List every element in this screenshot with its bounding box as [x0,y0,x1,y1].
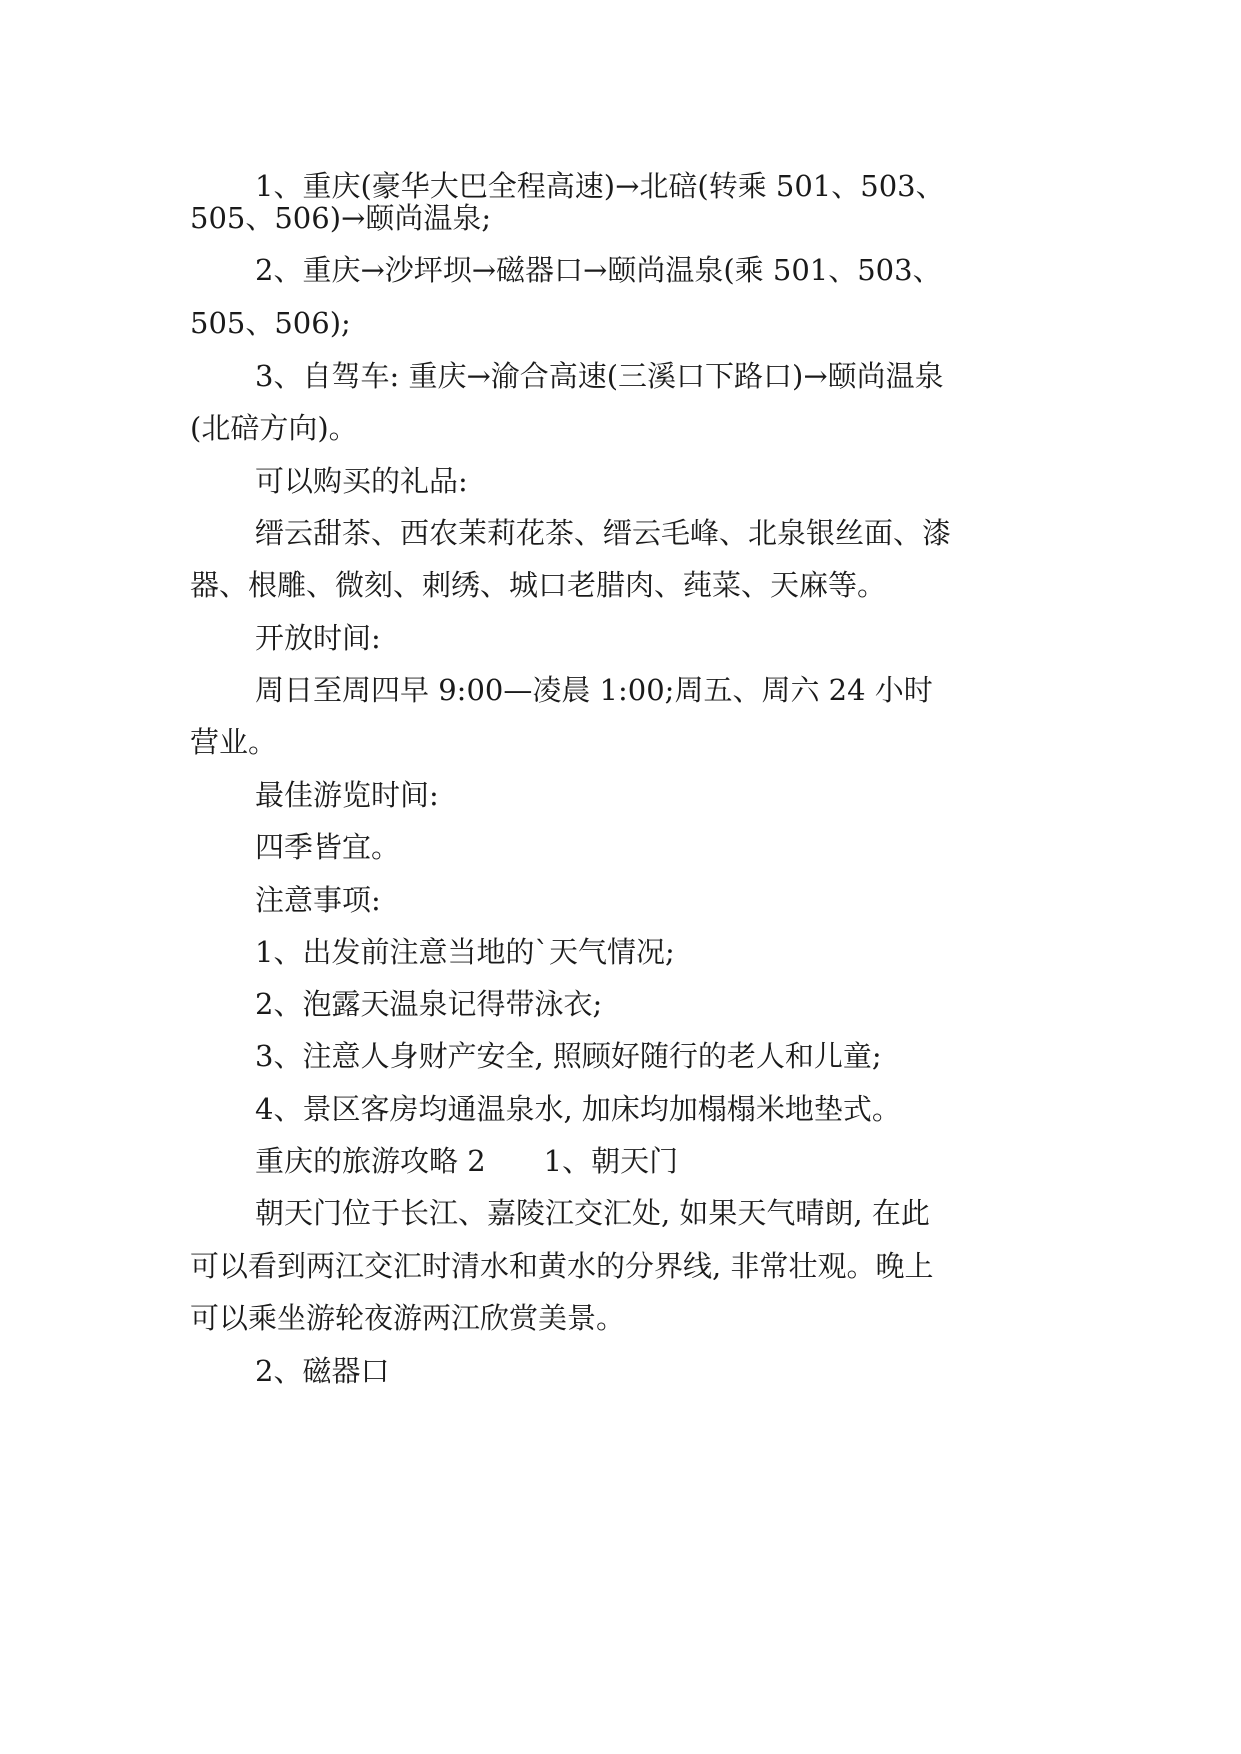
text-line-best-time: 四季皆宜。 [255,830,401,864]
text-line-gifts: 缙云甜茶、西农茉莉花茶、缙云毛峰、北泉银丝面、漆 [255,516,952,550]
heading-best-time: 最佳游览时间: [255,778,439,812]
text-line-route-1-cont: 505、506)→颐尚温泉; [190,201,492,235]
text-line-route-2: 2、重庆→沙坪坝→磁器口→颐尚温泉(乘 501、503、 [255,253,942,287]
text-line-route-3-cont: (北碚方向)。 [190,411,358,445]
text-line-opening-hours-cont: 营业。 [190,725,278,759]
heading-gifts: 可以购买的礼品: [255,464,468,498]
text-line-opening-hours: 周日至周四早 9:00—凌晨 1:00;周五、周六 24 小时 [255,673,933,707]
text-line-chaotianmen: 朝天门位于长江、嘉陵江交汇处, 如果天气晴朗, 在此 [255,1196,930,1230]
text-line-route-2-cont: 505、506); [190,306,351,340]
text-line-note-1: 1、出发前注意当地的`天气情况; [255,935,675,969]
heading-opening-hours: 开放时间: [255,621,381,655]
text-line-chaotianmen-cont-1: 可以看到两江交汇时清水和黄水的分界线, 非常壮观。晚上 [190,1249,934,1283]
text-line-note-2: 2、泡露天温泉记得带泳衣; [255,987,603,1021]
text-line-chaotianmen-cont-2: 可以乘坐游轮夜游两江欣赏美景。 [190,1301,626,1335]
text-line-gifts-cont: 器、根雕、微刻、刺绣、城口老腊肉、莼菜、天麻等。 [190,568,887,602]
heading-guide-2: 重庆的旅游攻略 2 1、朝天门 [255,1144,679,1178]
text-line-route-3: 3、自驾车: 重庆→渝合高速(三溪口下路口)→颐尚温泉 [255,359,944,393]
text-line-route-1: 1、重庆(豪华大巴全程高速)→北碚(转乘 501、503、 [255,169,945,203]
text-line-note-4: 4、景区客房均通温泉水, 加床均加榻榻米地垫式。 [255,1092,901,1126]
text-line-note-3: 3、注意人身财产安全, 照顾好随行的老人和儿童; [255,1039,882,1073]
heading-ciqikou: 2、磁器口 [255,1354,390,1388]
heading-notes: 注意事项: [255,883,381,917]
